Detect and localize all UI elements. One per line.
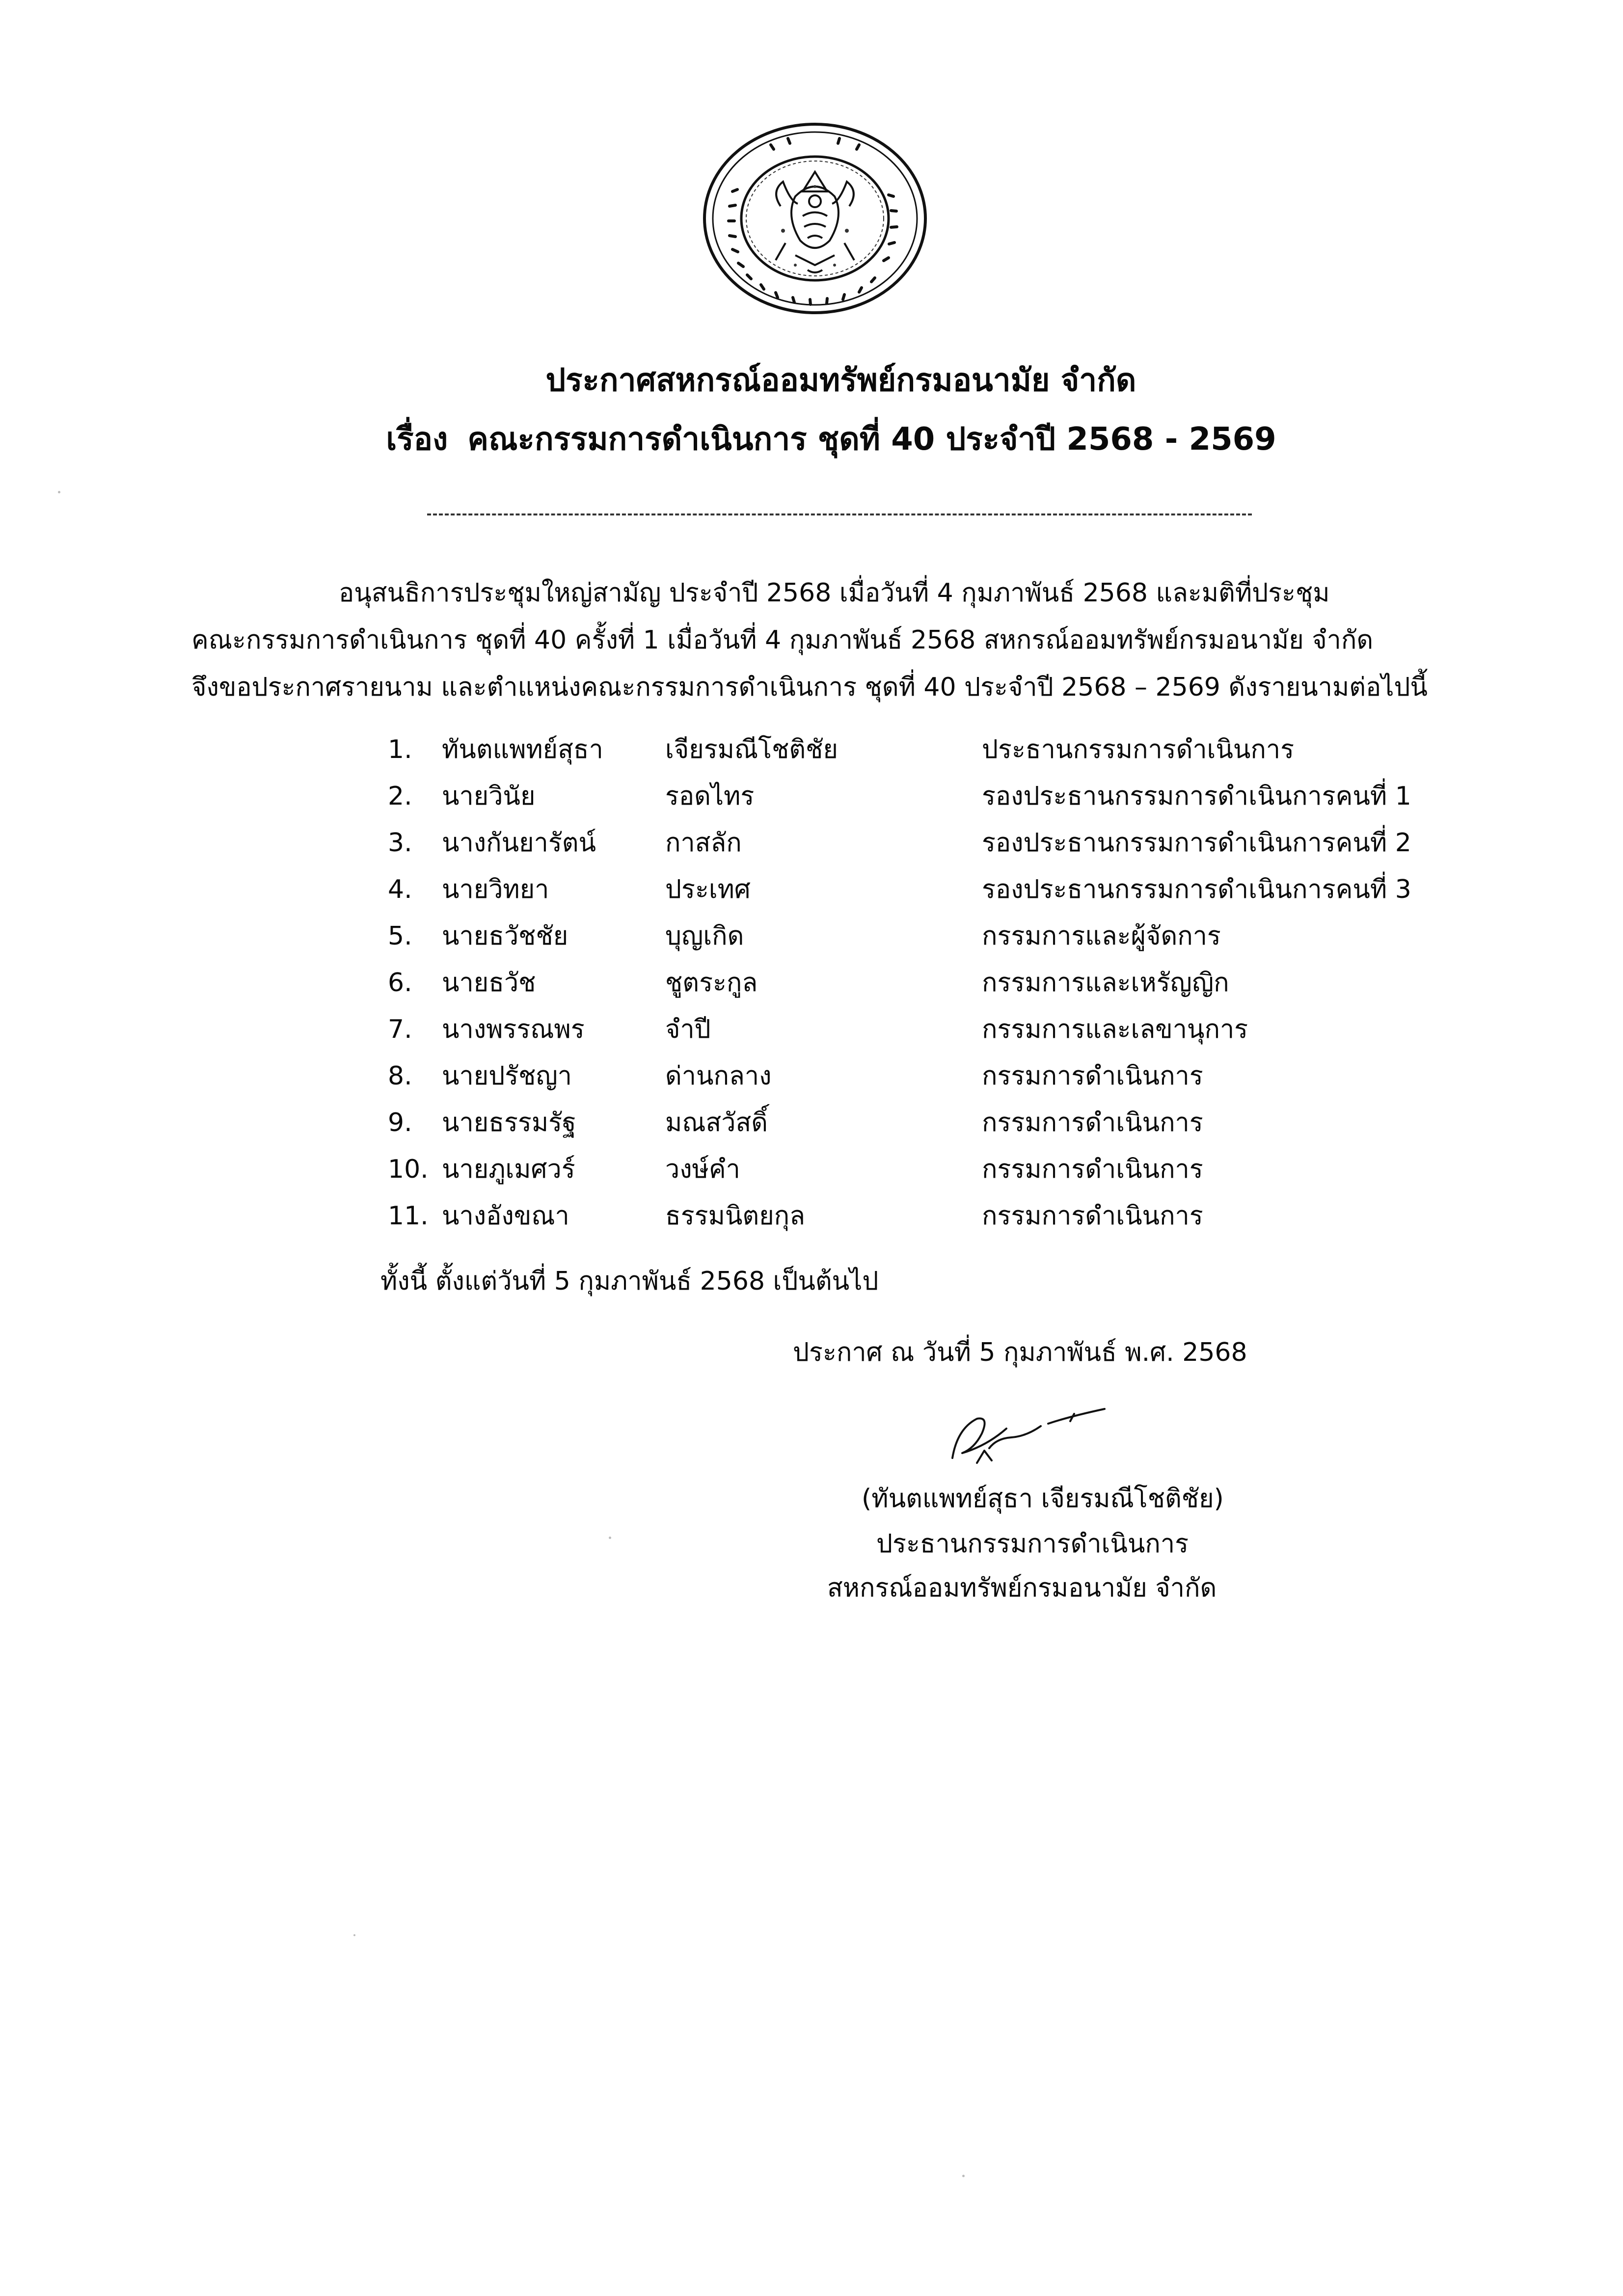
paragraph-line: คณะกรรมการดำเนินการ ชุดที่ 40 ครั้งที่ 1 เมื่อวันที่ 4 กุมภาพันธ์ 2568 สหกรณ์ออมทรัพย์กรมอนามัย จำกัด [191, 625, 1374, 655]
paragraph-line: จึงขอประกาศรายนาม และตำแหน่งคณะกรรมการดำเนินการ ชุดที่ 40 ประจำปี 2568 – 2569 ดังรายนามต่อไปนี้ [191, 673, 1428, 702]
organization-name: สหกรณ์ออมทรัพย์กรมอนามัย จำกัด [827, 1573, 1217, 1603]
committee-member-row [388, 913, 1468, 960]
member-number: 2. [388, 782, 412, 811]
member-number: 5. [388, 921, 412, 951]
member-position: กรรมการและเลขานุการ [982, 1015, 1248, 1044]
committee-member-row [388, 773, 1468, 820]
announcement-subject [20, 417, 1623, 461]
member-number: 8. [388, 1061, 412, 1091]
member-first-name: นายธวัชชัย [442, 921, 568, 951]
member-first-name: นางอังขณา [442, 1201, 569, 1231]
member-last-name: ธรรมนิตยกุล [665, 1201, 806, 1231]
member-position: ประธานกรรมการดำเนินการ [982, 735, 1295, 764]
member-number: 3. [388, 828, 412, 858]
member-position: กรรมการดำเนินการ [982, 1155, 1203, 1184]
committee-member-row [388, 1006, 1468, 1053]
member-position: กรรมการและเหรัญญิก [982, 968, 1229, 998]
committee-member-row [388, 820, 1468, 866]
subject-text: คณะกรรมการดำเนินการ ชุดที่ 40 ประจำปี 2568 - 2569 [467, 421, 1276, 458]
member-last-name: ชูตระกูล [665, 968, 758, 998]
member-first-name: นายธรรมรัฐ [442, 1108, 576, 1137]
announcement-date: ประกาศ ณ วันที่ 5 กุมภาพันธ์ พ.ศ. 2568 [793, 1338, 1247, 1367]
member-position: รองประธานกรรมการดำเนินการคนที่ 3 [982, 875, 1411, 904]
effective-date-text: ทั้งนี้ ตั้งแต่วันที่ 5 กุมภาพันธ์ 2568 เป็นต้นไป [380, 1267, 879, 1296]
member-number: 11. [388, 1201, 429, 1231]
committee-member-row [388, 1100, 1468, 1146]
signatory-role: ประธานกรรมการดำเนินการ [876, 1529, 1189, 1559]
committee-member-row [388, 1053, 1468, 1100]
member-number: 7. [388, 1015, 412, 1044]
paragraph-line: อนุสนธิการประชุมใหญ่สามัญ ประจำปี 2568 เมื่อวันที่ 4 กุมภาพันธ์ 2568 และมติที่ประชุม [339, 578, 1330, 608]
member-last-name: กาสลัก [665, 828, 742, 858]
member-last-name: เจียรมณีโชติชัย [665, 735, 838, 764]
member-first-name: นายธวัช [442, 968, 536, 998]
committee-member-row [388, 1193, 1468, 1240]
member-number: 1. [388, 735, 412, 764]
member-first-name: นายวิทยา [442, 875, 549, 904]
member-position: รองประธานกรรมการดำเนินการคนที่ 2 [982, 828, 1411, 858]
member-first-name: นางกันยารัตน์ [442, 828, 596, 858]
member-position: กรรมการดำเนินการ [982, 1108, 1203, 1137]
member-first-name: นางพรรณพร [442, 1015, 585, 1044]
member-position: กรรมการดำเนินการ [982, 1061, 1203, 1091]
member-first-name: ทันตแพทย์สุธา [442, 735, 603, 764]
announcement-title: ประกาศสหกรณ์ออมทรัพย์กรมอนามัย จำกัด [545, 362, 1136, 399]
scan-speck [353, 1934, 355, 1936]
committee-member-row [388, 866, 1468, 913]
member-last-name: บุญเกิด [665, 921, 744, 951]
member-position: กรรมการดำเนินการ [982, 1201, 1203, 1231]
committee-member-row [388, 1146, 1468, 1193]
committee-member-row [388, 727, 1468, 773]
member-last-name: ประเทศ [665, 875, 751, 904]
subject-label: เรื่อง [386, 421, 448, 458]
committee-member-list [388, 727, 1468, 1240]
handwritten-signature [943, 1399, 1119, 1473]
scan-speck [58, 491, 60, 493]
member-last-name: รอดไทร [665, 782, 755, 811]
member-number: 9. [388, 1108, 412, 1137]
member-last-name: มณสวัสดิ์ [665, 1108, 768, 1137]
signatory-name: (ทันตแพทย์สุธา เจียรมณีโชติชัย) [862, 1484, 1224, 1513]
scan-speck [609, 1537, 611, 1539]
dashed-divider [427, 513, 1252, 515]
intro-paragraph [191, 569, 1488, 711]
member-first-name: นายปรัชญา [442, 1061, 572, 1091]
member-position: รองประธานกรรมการดำเนินการคนที่ 1 [982, 782, 1411, 811]
member-position: กรรมการและผู้จัดการ [982, 921, 1221, 951]
member-last-name: จำปี [665, 1015, 711, 1044]
member-first-name: นายภูเมศวร์ [442, 1155, 575, 1184]
member-number: 6. [388, 968, 412, 998]
member-first-name: นายวินัย [442, 782, 536, 811]
member-last-name: วงษ์คำ [665, 1155, 740, 1184]
cooperative-seal [697, 118, 933, 319]
member-last-name: ด่านกลาง [665, 1061, 772, 1091]
scan-speck [962, 2175, 965, 2177]
member-number: 4. [388, 875, 412, 904]
committee-member-row [388, 960, 1468, 1006]
member-number: 10. [388, 1155, 429, 1184]
